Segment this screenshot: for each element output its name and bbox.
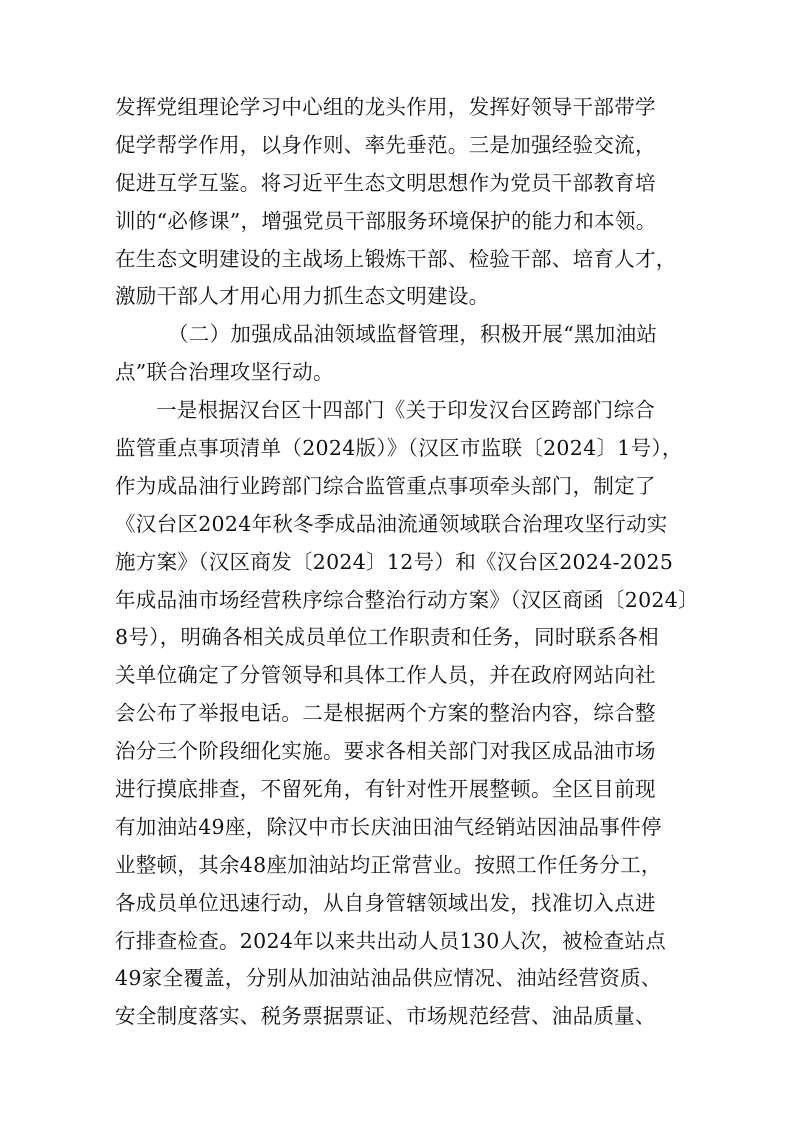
text-line: 8号），明确各相关成员单位工作职责和任务，同时联系各相 bbox=[115, 625, 659, 650]
text-line: 行排查检查。2024年以来共出动人员130人次，被检查站点 bbox=[115, 928, 666, 953]
text-line: 施方案》（汉区商发〔2024〕12号）和《汉台区2024-2025 bbox=[115, 549, 674, 574]
text-line: 在生态文明建设的主战场上锻炼干部、检验干部、培育人才， bbox=[115, 246, 677, 271]
section-heading: 点”联合治理攻坚行动。 bbox=[115, 360, 334, 385]
text-line: 49家全覆盖，分别从加油站油品供应情况、油站经营资质、 bbox=[115, 966, 662, 991]
text-line: 安全制度落实、税务票据票证、市场规范经营、油品质量、 bbox=[115, 1004, 656, 1029]
text-line: 发挥党组理论学习中心组的龙头作用，发挥好领导干部带学 bbox=[115, 95, 656, 119]
text-line: 一是根据汉台区十四部门《关于印发汉台区跨部门综合 bbox=[156, 398, 656, 423]
text-line: 关单位确定了分管领导和具体工作人员，并在政府网站向社 bbox=[115, 663, 656, 688]
section-heading: （二）加强成品油领域监督管理，积极开展“黑加油站 bbox=[168, 322, 658, 347]
text-line: 有加油站49座，除汉中市长庆油田油气经销站因油品事件停 bbox=[115, 814, 662, 839]
text-line: 作为成品油行业跨部门综合监管重点事项牵头部门，制定了 bbox=[115, 473, 656, 498]
text-line: 会公布了举报电话。二是根据两个方案的整治内容，综合整 bbox=[115, 701, 656, 726]
text-line: 进行摸底排查，不留死角，有针对性开展整顿。全区目前现 bbox=[115, 777, 656, 802]
text-line: 各成员单位迅速行动，从自身管辖领域出发，找准切入点进 bbox=[115, 890, 656, 915]
body-text bbox=[115, 89, 699, 1036]
text-line: 训的“必修课”，增强党员干部服务环境保护的能力和本领。 bbox=[115, 208, 657, 233]
text-line: 业整顿，其余48座加油站均正常营业。按照工作任务分工， bbox=[115, 852, 662, 877]
text-line: 《汉台区2024年秋冬季成品油流通领域联合治理攻坚行动实 bbox=[115, 511, 668, 536]
text-line: 年成品油市场经营秩序综合整治行动方案》（汉区商函〔2024〕 bbox=[115, 587, 699, 612]
text-line: 治分三个阶段细化实施。要求各相关部门对我区成品油市场 bbox=[115, 739, 656, 764]
text-line: 激励干部人才用心用力抓生态文明建设。 bbox=[115, 284, 490, 309]
text-line: 促进互学互鉴。将习近平生态文明思想作为党员干部教育培 bbox=[115, 170, 656, 195]
text-line: 促学帮学作用，以身作则、率先垂范。三是加强经验交流， bbox=[115, 132, 656, 157]
text-line: 监管重点事项清单（2024版）》（汉区市监联〔2024〕1号）， bbox=[115, 436, 683, 461]
